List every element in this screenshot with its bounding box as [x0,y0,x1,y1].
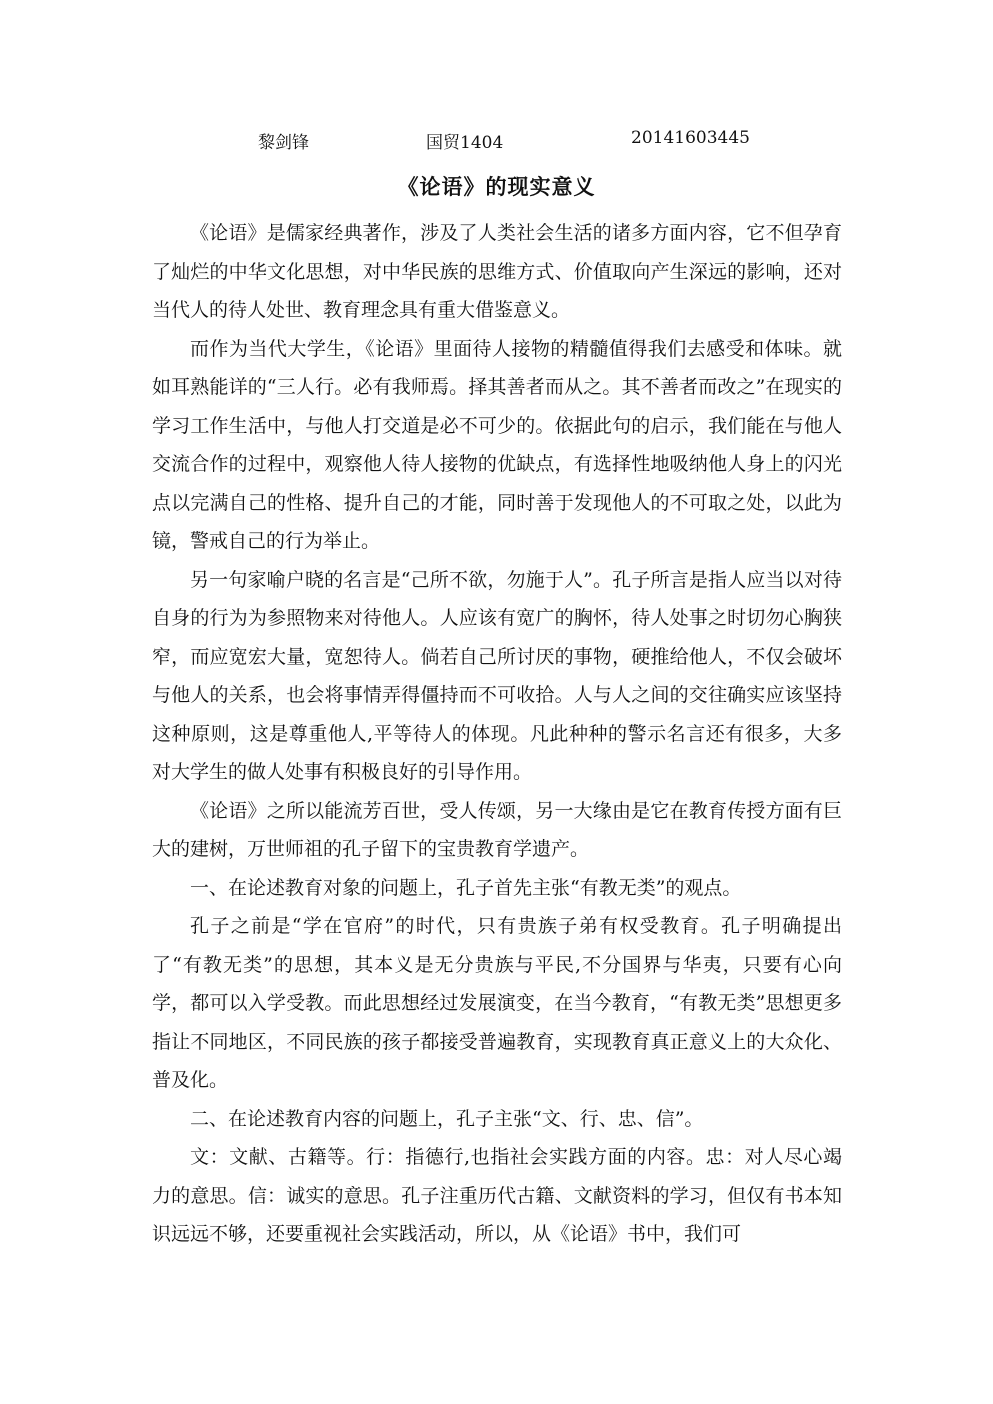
paragraph: 孔子之前是“学在官府”的时代，只有贵族子弟有权受教育。孔子明确提出了“有教无类”的思想，其本义是无分贵族与平民,不分国界与华夷，只要有心向学，都可以入学受教。而此思想经过发展演变，在当今教育，“有教无类”思想更多指让不同地区，不同民族的孩子都接受普遍教育，实现教育真正意义上的大众化、普及化。 [152,915,842,1091]
author-name: 黎剑锋 [258,133,309,153]
paragraph: 二、在论述教育内容的问题上，孔子主张“文、行、忠、信”。 [190,1107,704,1130]
author-class: 国贸1404 [426,133,504,153]
document-title: 《论语》的现实意义 [397,174,596,199]
paragraph: 文：文献、古籍等。行：指德行,也指社会实践方面的内容。忠：对人尽心竭力的意思。信：诚实的意思。孔子注重历代古籍、文献资料的学习，但仅有书本知识远远不够，还要重视社会实践活动，所以，从《论语》书中，我们可 [152,1146,842,1245]
paragraph: 《论语》是儒家经典著作，涉及了人类社会生活的诸多方面内容，它不但孕育了灿烂的中华文化思想，对中华民族的思维方式、价值取向产生深远的影响，还对当代人的待人处世、教育理念具有重大借鉴意义。 [152,222,842,321]
paragraph: 另一句家喻户晓的名言是“己所不欲，勿施于人”。孔子所言是指人应当以对待自身的行为为参照物来对待他人。人应该有宽广的胸怀，待人处事之时切勿心胸狭窄，而应宽宏大量，宽恕待人。倘若自己所讨厌的事物，硬推给他人，不仅会破坏与他人的关系，也会将事情弄得僵持而不可收拾。人与人之间的交往确实应该坚持这种原则，这是尊重他人,平等待人的体现。凡此种种的警示名言还有很多，大多对大学生的做人处事有积极良好的引导作用。 [152,568,842,783]
document-body [152,214,842,1254]
paragraph: 《论语》之所以能流芳百世，受人传颂，另一大缘由是它在教育传授方面有巨大的建树，万世师祖的孔子留下的宝贵教育学遗产。 [152,799,842,860]
paragraph: 而作为当代大学生，《论语》里面待人接物的精髓值得我们去感受和体味。就如耳熟能详的“三人行。必有我师焉。择其善者而从之。其不善者而改之”在现实的学习工作生活中，与他人打交道是必不可少的。依据此句的启示，我们能在与他人交流合作的过程中，观察他人待人接物的优缺点，有选择性地吸纳他人身上的闪光点以完满自己的性格、提升自己的才能，同时善于发现他人的不可取之处，以此为镜，警戒自己的行为举止。 [152,337,842,552]
author-info-line [0,128,993,154]
paragraph: 一、在论述教育对象的问题上，孔子首先主张“有教无类”的观点。 [190,876,742,899]
student-id: 20141603445 [631,128,750,148]
